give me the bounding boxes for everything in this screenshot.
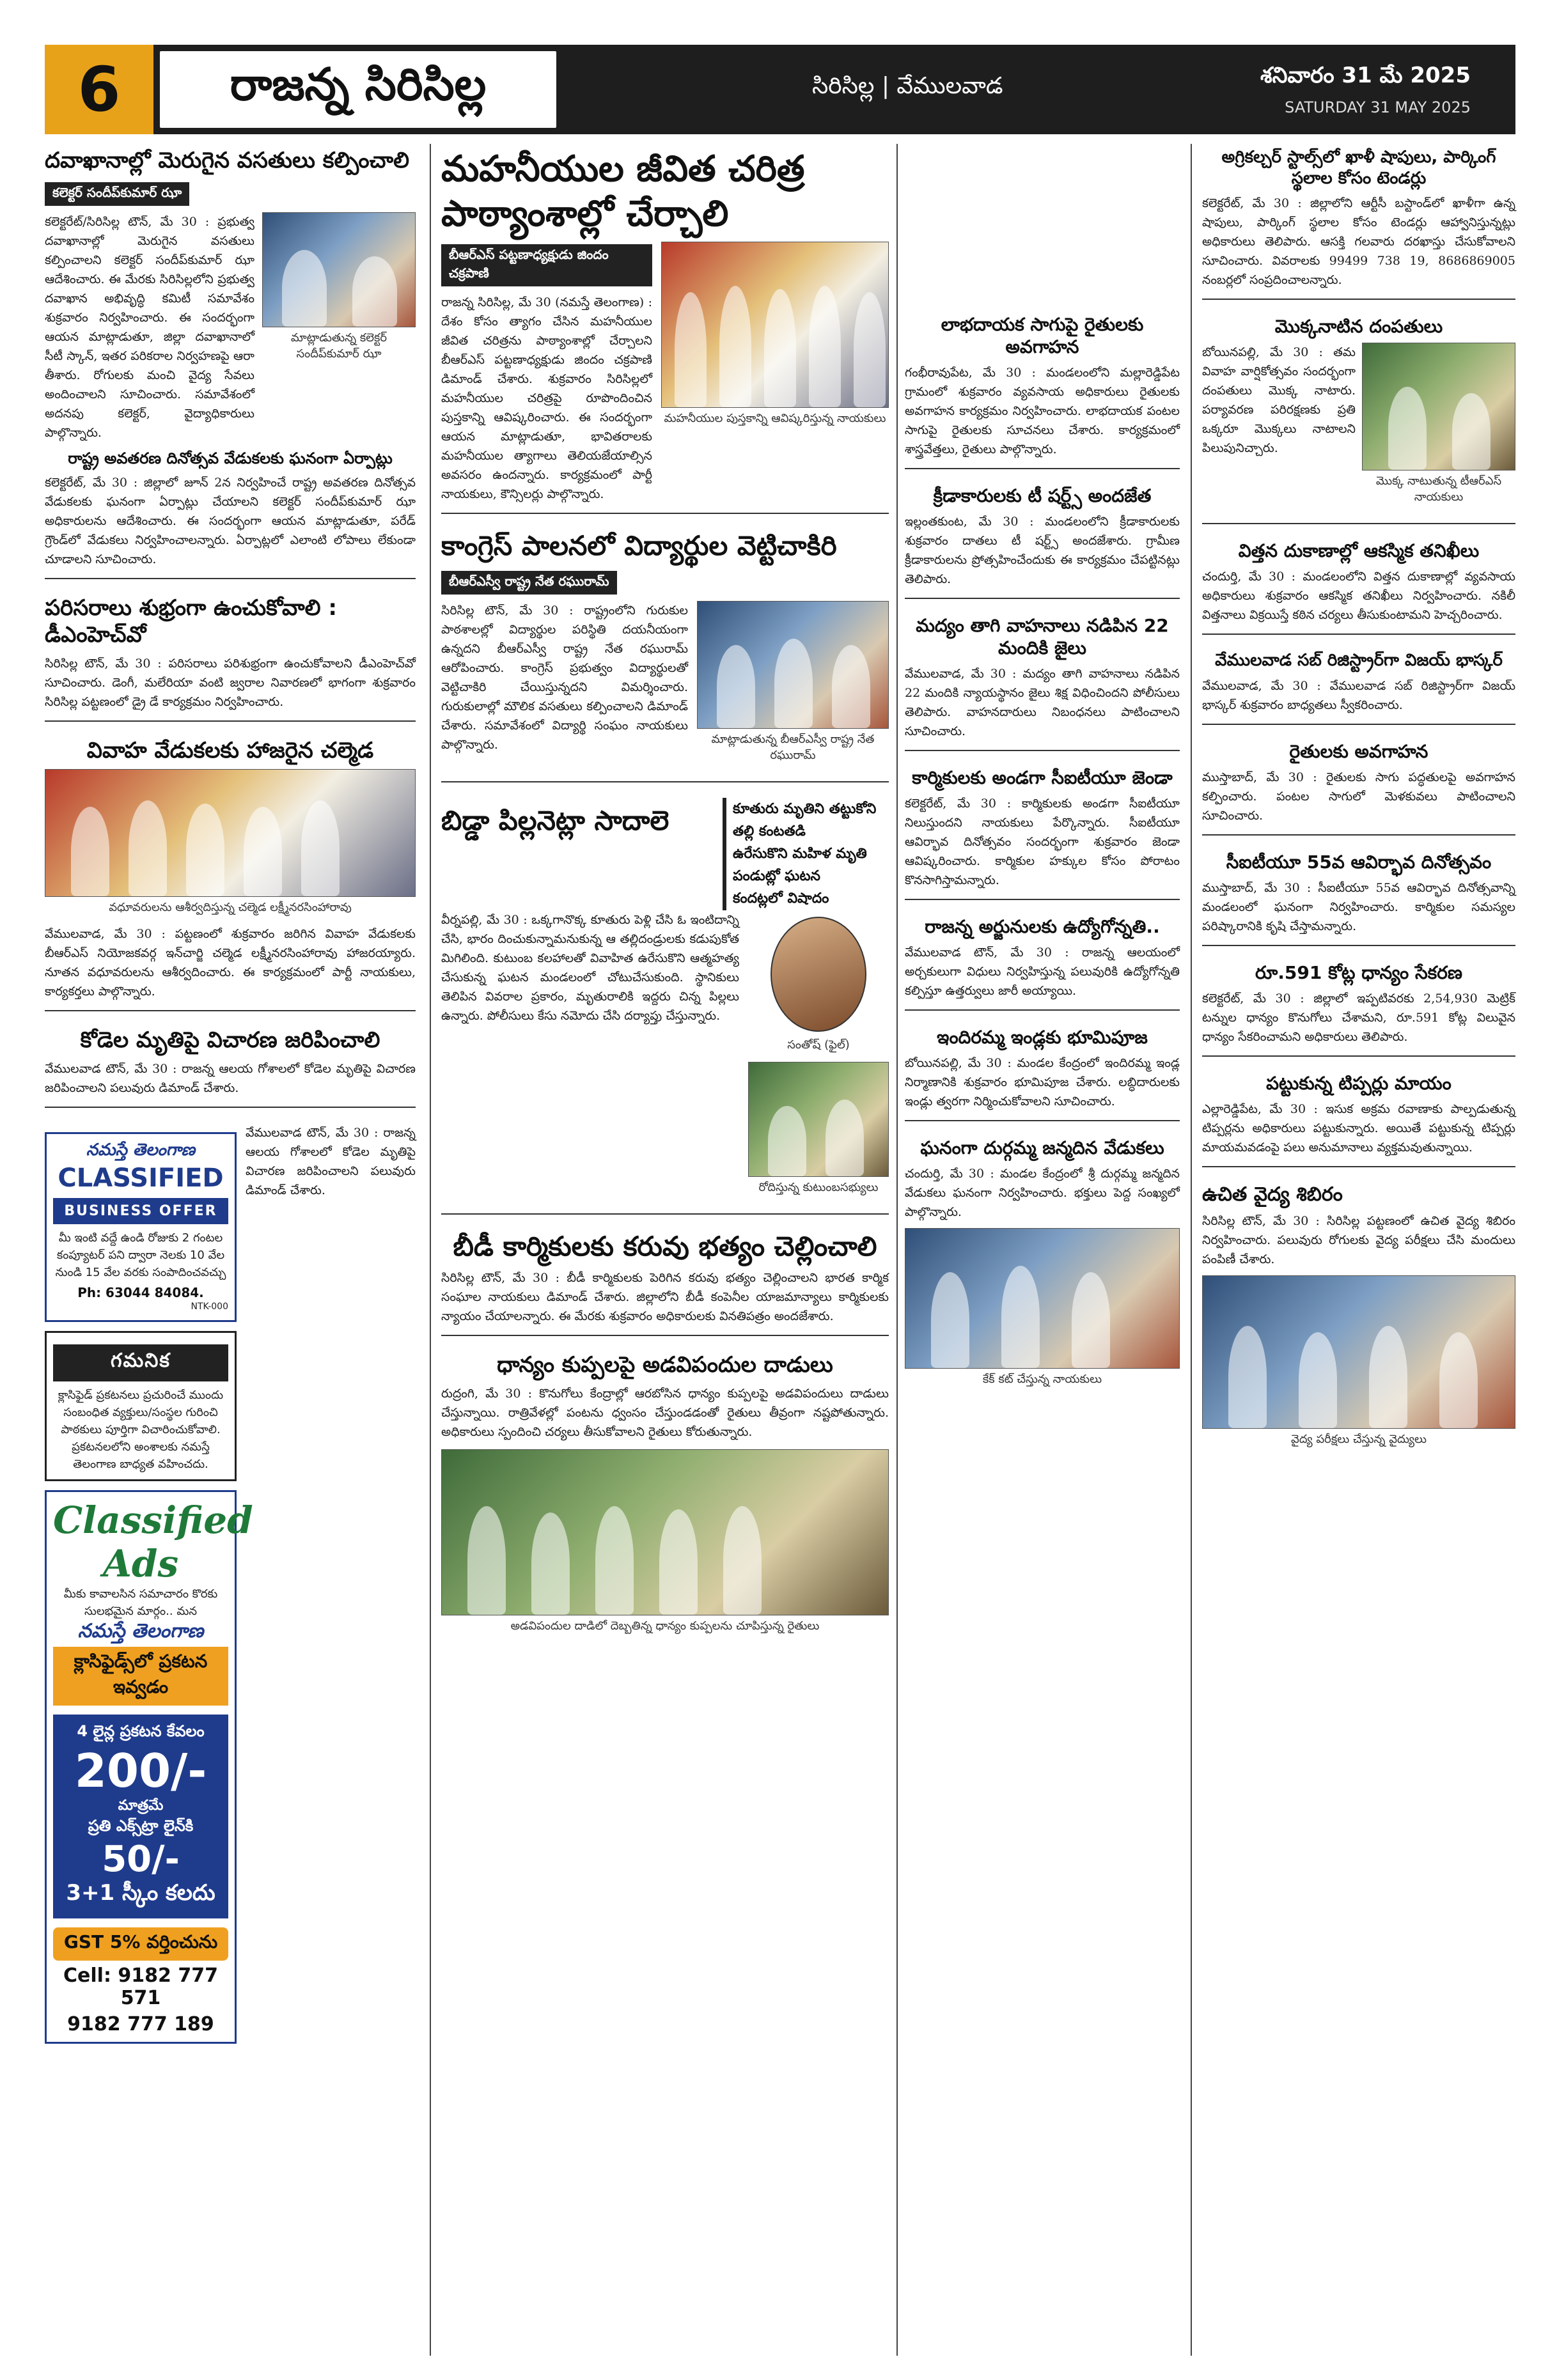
photo-caption: కేక్ కట్ చేస్తున్న నాయకులు: [982, 1373, 1102, 1387]
story-headline: లాభదాయక సాగుపై రైతులకు అవగాహన: [941, 314, 1144, 357]
ad-brand: నమస్తే తెలంగాణ: [86, 1140, 196, 1160]
column-d: [1202, 141, 1515, 1481]
story-tshirts: [905, 485, 1180, 599]
story-headline: పరిసరాలు శుభ్రంగా ఉంచుకోవాలి : డీఎంహెచ్‌వో: [45, 595, 338, 648]
ad-price-suffix: మాత్రమే: [118, 1797, 164, 1814]
story-tenders: [1202, 147, 1515, 300]
story-headline: ఉచిత వైద్య శిబిరం: [1202, 1183, 1343, 1206]
sub-headline: రాష్ట్ర అవతరణ దినోత్సవ వేడుకలకు ఘనంగా ఏర్పాట్లు: [68, 449, 393, 467]
story-seed-shops: [1202, 540, 1515, 635]
story-headline: దవాఖానాల్లో మెరుగైన వసతులు కల్పించాలి: [45, 148, 410, 173]
story-calves: [45, 1027, 416, 1108]
ad-price-block: [53, 1715, 228, 1918]
ad-logo: Classified Ads: [53, 1498, 253, 1585]
ad-gst: GST 5% వర్తించును: [53, 1927, 228, 1961]
photo-caption: మొక్క నాటుతున్న టీఆర్ఎస్ నాయకులు: [1375, 474, 1502, 504]
masthead-subtitle: సిరిసిల్ల | వేములవాడ: [812, 73, 1003, 99]
notice-text: క్లాసిఫైడ్ ప్రకటనలు ప్రచురించే ముందు సంబంధిత వ్యక్తులు/సంస్థల గురించి పాఠకులు పూర్తిగా విచారించుకోవాలి. ప్రకటనలలోని అంశాలకు నమస్తే తెలంగాణ బాధ్యత వహించదు.: [58, 1388, 224, 1471]
story-headline: మద్యం తాగి వాహనాలు నడిపిన 22 మందికి జైలు: [916, 615, 1169, 659]
ad-lines: 4 లైన్ల ప్రకటన కేవలం: [77, 1722, 205, 1740]
story-body: వేములవాడ టౌన్, మే 30 : రాజన్న ఆలయ గోశాలలో కోడెల మృతిపై విచారణ జరిపించాలని పలువురు డిమాండ్ చేశారు.: [45, 1061, 416, 1095]
ad-phone: 9182 777 189: [67, 2012, 214, 2035]
story-body: చందుర్తి, మే 30 : మండల కేంద్రంలో శ్రీ దుర్గమ్మ జన్మదిన వేడుకలు ఘనంగా నిర్వహించారు. భక్తులు పెద్ద సంఖ్యలో పాల్గొన్నారు.: [905, 1167, 1180, 1220]
column-a: [45, 141, 416, 2053]
story-headline: పట్టుకున్న టిప్పర్లు మాయం: [1266, 1072, 1451, 1094]
story-daughter-death: [441, 798, 889, 1215]
story-citu-anniversary: [1202, 851, 1515, 946]
story-body: కలెక్టరేట్, మే 30 : జిల్లాలో జూన్ 2న నిర్వహించే రాష్ట్ర అవతరణ దినోత్సవ వేడుకలకు ఘనంగా ఏర్పాట్లు చేయాలని కలెక్టర్ సందీప్‌కుమార్ ఝా అధికారులను ఆదేశించారు. ఈ సందర్భంగా ఆయన మాట్లాడుతూ, పరేడ్ గ్రౌండ్‌లో వేడుకలు నిర్వహించాలన్నారు. ఏర్పాట్లలో ఎలాంటి లోపాలు లేకుండా చూడాలని సూచించారు.: [45, 475, 416, 566]
date-telugu: శనివారం 31 మే 2025: [1260, 63, 1471, 88]
news-photo: [748, 1062, 889, 1177]
story-headline: రూ.591 కోట్ల ధాన్యం సేకరణ: [1255, 961, 1462, 983]
photo-caption: రోదిస్తున్న కుటుంబసభ్యులు: [758, 1180, 879, 1194]
story-priests-promotion: [905, 915, 1180, 1011]
story-body: కలెక్టరేట్, మే 30 : జిల్లాలో ఇప్పటివరకు 2,54,930 మెట్రిక్ టన్నుల ధాన్యం కొనుగోలు చేశామని, రూ.591 కోట్ల విలువైన ధాన్యం సేకరించామని అధికారులు తెలిపారు.: [1202, 991, 1515, 1044]
news-photo: [1202, 1275, 1515, 1429]
story-body: చందుర్తి, మే 30 : మండలంలోని విత్తన దుకాణాల్లో వ్యవసాయ అధికారులు శుక్రవారం ఆకస్మిక తనిఖీలు నిర్వహించారు. నకిలీ విత్తనాలు విక్రయిస్తే కఠిన చర్యలు తీసుకుంటామని హెచ్చరించారు.: [1202, 570, 1515, 623]
story-headline: బిడ్డా పిల్లనెట్లా సాదాలె: [441, 804, 669, 836]
story-body: ముస్తాబాద్, మే 30 : రైతులకు సాగు పద్ధతులపై అవగాహన కల్పించారు. పంటల సాగులో మెళకువలు పాటించాలని సూచించారు.: [1202, 770, 1515, 823]
story-headline: మహనీయుల జీవిత చరిత్ర పాఠ్యాంశాల్లో చేర్చాలి: [441, 148, 805, 235]
story-body: రుద్రంగి, మే 30 : కొనుగోలు కేంద్రాల్లో ఆరబోసిన ధాన్యం కుప్పలపై అడవిపందులు దాడులు చేస్తున్నాయి. రాత్రివేళల్లో పంటను ధ్వంసం చేస్తుండడంతో రైతులు తీవ్రంగా నష్టపోతున్నారు. అధికారులు స్పందించి చర్యలు తీసుకోవాలని రైతులు కోరుతున్నారు.: [441, 1386, 889, 1439]
story-body: వేములవాడ, మే 30 : వేములవాడ సబ్ రిజిస్ట్రార్‌గా విజయ్ భాస్కర్ శుక్రవారం బాధ్యతలు స్వీకరించారు.: [1202, 678, 1515, 712]
story-headline: ఘనంగా దుర్గమ్మ జన్మదిన వేడుకలు: [920, 1137, 1164, 1159]
news-photo: [441, 1449, 889, 1615]
story-farmer-awareness: [1202, 740, 1515, 836]
column-divider: [1191, 144, 1192, 2356]
story-body: రాజన్న సిరిసిల్ల, మే 30 (నమస్తే తెలంగాణ) : దేశం కోసం త్యాగం చేసిన మహనీయుల జీవిత చరిత్రను పాఠ్యాంశాల్లో చేర్చాలని బీఆర్ఎస్ పట్టణాధ్యక్షుడు జిందం చక్రపాణి డిమాండ్ చేశారు. శుక్రవారం సిరిసిల్లలో మహనీయుల చరిత్రపై రూపొందించిన పుస్తకాన్ని ఆవిష్కరించారు. ఈ సందర్భంగా ఆయన మాట్లాడుతూ, భావితరాలకు మహనీయుల త్యాగాలు తెలియజేయాల్సిన అవసరం ఉందన్నారు. కార్యక్రమంలో పార్టీ నాయకులు, కౌన్సిలర్లు పాల్గొన్నారు.: [441, 295, 652, 502]
story-wild-boars: [441, 1351, 889, 1652]
story-headline: క్రీడాకారులకు టీ షర్ట్స్ అందజేత: [933, 485, 1152, 507]
ad-code: NTK-000: [191, 1301, 228, 1312]
story-body: బోయినపల్లి, మే 30 : మండల కేంద్రంలో ఇందిరమ్మ ఇండ్ల నిర్మాణానికి శుక్రవారం భూమిపూజ చేశారు. లబ్ధిదారులకు ఇండ్లు త్వరగా నిర్మించుకోవాలని సూచించారు.: [905, 1056, 1180, 1109]
story-body: వేములవాడ టౌన్, మే 30 : రాజన్న ఆలయంలో అర్చకులుగా విధులు నిర్వహిస్తున్న పలువురికి ఉద్యోగోన్నతి కల్పిస్తూ ఉత్తర్వులు జారీ అయ్యాయి.: [905, 945, 1180, 999]
story-body: వీర్నపల్లి, మే 30 : ఒక్కగానొక్క కూతురు పెళ్లి చేసి ఓ ఇంటిదాన్ని చేసి, భారం దించుకున్నామనుకున్న ఆ తల్లిదండ్రులకు కడుపుకోత మిగిలింది. కుటుంబ కలహాలతో వివాహిత ఉరేసుకొని ఆత్మహత్య చేసుకున్న ఘటన మండలంలో చోటుచేసుకుంది. స్థానికులు తెలిపిన వివరాల ప్రకారం, మృతురాలికి ఇద్దరు చిన్న పిల్లలు ఉన్నారు. పోలీసులు కేసు నమోదు చేసి దర్యాప్తు చేస్తున్నారు.: [441, 912, 739, 1023]
story-headline: సీఐటీయూ 55వ ఆవిర్భావ దినోత్సవం: [1226, 851, 1492, 873]
pullquote-line: ఉరేసుకొని మహిళ మృతి: [733, 846, 867, 862]
column-c: [905, 141, 1180, 1420]
story-headline: మొక్కనాటిన దంపతులు: [1274, 316, 1443, 338]
story-sanitation: [45, 595, 416, 722]
story-indiramma-houses: [905, 1026, 1180, 1121]
story-body-continued: వేములవాడ టౌన్, మే 30 : రాజన్న ఆలయ గోశాలలో కోడెల మృతిపై విచారణ జరిపించాలని పలువురు డిమాండ్ చేశారు.: [246, 1125, 416, 1197]
masthead: [45, 45, 1515, 134]
story-hospital-facilities: [45, 147, 416, 579]
story-medical-camp: [1202, 1183, 1515, 1466]
story-headline: విత్తన దుకాణాల్లో ఆకస్మిక తనిఖీలు: [1238, 540, 1480, 562]
photo-caption: వధూవరులను ఆశీర్వదిస్తున్న చల్మెడ లక్ష్మీనరసింహారావు: [109, 901, 352, 915]
story-headline: బీడీ కార్మికులకు కరువు భత్యం చెల్లించాలి: [453, 1230, 877, 1262]
story-wedding: [45, 737, 416, 1012]
story-body: ఇల్లంతకుంట, మే 30 : మండలంలోని క్రీడాకారులకు శుక్రవారం దాతలు టీ షర్ట్స్ అందజేశారు. గ్రామీణ క్రీడాకారులను ప్రోత్సహించేందుకు ఈ కార్యక్రమం చేపట్టినట్లు తెలిపారు.: [905, 515, 1180, 587]
story-headline: ఇందిరమ్మ ఇండ్లకు భూమిపూజ: [937, 1027, 1148, 1048]
ad-title: CLASSIFIED: [58, 1163, 224, 1193]
story-citu-flag: [905, 766, 1180, 900]
story-byline: బీఆర్ఎస్ పట్టణాధ్యక్షుడు జిందం చక్రపాణి: [441, 244, 652, 286]
notice-box: [45, 1331, 237, 1481]
story-body: కలెక్టరేట్, మే 30 : కార్మికులకు అండగా సీఐటీయూ నిలుస్తుందని నాయకులు పేర్కొన్నారు. సీఐటీయూ ఆవిర్భావ దినోత్సవం సందర్భంగా శుక్రవారం జెండా ఆవిష్కరించారు. కార్మికుల హక్కుల కోసం పోరాటం కొనసాగిస్తామన్నారు.: [905, 797, 1180, 888]
story-durgamma-birthday: [905, 1137, 1180, 1405]
photo-caption: వైద్య పరీక్షలు చేస్తున్న వైద్యులు: [1291, 1433, 1427, 1447]
story-body: కలెక్టరేట్, మే 30 : జిల్లాలోని ఆర్టీసీ బస్టాండ్‌లో ఖాళీగా ఉన్న షాపులు, పార్కింగ్ స్థలాల కోసం టెండర్లు ఆహ్వానిస్తున్నట్లు అధికారులు తెలిపారు. ఆసక్తి గలవారు దరఖాస్తు చేసుకోవాలని సూచించారు. వివరాలకు 99499 738 19, 8686869005 నంబర్లలో సంప్రదించాలన్నారు.: [1202, 196, 1515, 288]
story-body: గంభీరావుపేట, మే 30 : మండలంలోని మల్లారెడ్డిపేట గ్రామంలో శుక్రవారం వ్యవసాయ అధికారులు రైతులకు అవగాహన కార్యక్రమం నిర్వహించారు. లాభదాయక పంటల సాగుపై రైతులకు సూచనలు చేశారు. కార్యక్రమంలో శాస్త్రవేత్తలు, రైతులు పాల్గొన్నారు.: [905, 366, 1180, 457]
page-number: 6: [45, 45, 153, 134]
photo-caption: సంతోష్ (ఫైల్): [787, 1038, 850, 1052]
story-body: బోయినపల్లి, మే 30 : తమ వివాహ వార్షికోత్సవం సందర్భంగా దంపతులు మొక్క నాటారు. పర్యావరణ పరిరక్షణకు ప్రతి ఒక్కరూ మొక్కలు నాటాలని పిలుపునిచ్చారు.: [1202, 345, 1356, 456]
pullquote-line: కూతురు మృతిని తట్టుకోని తల్లి కంటతడి: [733, 800, 877, 839]
ad-offer: క్లాసిఫైడ్స్‌లో ప్రకటన ఇవ్వడం: [53, 1647, 228, 1706]
masthead-date: [1260, 63, 1471, 116]
classified-ad: [45, 1132, 237, 1322]
column-b: [441, 141, 889, 1667]
news-photo: [262, 212, 416, 327]
photo-caption: మాట్లాడుతున్న కలెక్టర్ సందీప్‌కుమార్ ఝా: [290, 331, 387, 361]
story-headline: ధాన్యం కుప్పలపై అడవిపందుల దాడులు: [497, 1352, 833, 1378]
story-beedi-workers: [441, 1230, 889, 1337]
story-body: ముస్తాబాద్, మే 30 : సీఐటీయూ 55వ ఆవిర్భావ దినోత్సవాన్ని మండలంలో ఘనంగా నిర్వహించారు. కార్మికుల సమస్యల పరిష్కారానికి కృషి చేస్తామన్నారు.: [1202, 880, 1515, 933]
ad-phone: Ph: 63044 84084.: [77, 1284, 204, 1300]
news-photo: [697, 601, 889, 729]
pullquote-line: కందట్లలో విషాదం: [733, 891, 829, 907]
ad-phone: Cell: 9182 777 571: [63, 1964, 218, 2009]
story-pullquote: [723, 798, 889, 910]
story-headline: అగ్రికల్చర్ స్టాల్స్‌లో ఖాళీ షాపులు, పార్కింగ్ స్థలాల కోసం టెండర్లు: [1221, 148, 1496, 188]
news-photo: [905, 1228, 1180, 1369]
story-headline: కాంగ్రెస్ పాలనలో విద్యార్థుల వెట్టిచాకిరి: [441, 530, 837, 562]
ad-scheme: 3+1 స్కీం కలదు: [66, 1879, 215, 1906]
story-body: సిరిసిల్ల టౌన్, మే 30 : సిరిసిల్ల పట్టణంలో ఉచిత వైద్య శిబిరం నిర్వహించారు. పలువురు రోగులకు వైద్య పరీక్షలు చేసి మందులు పంపిణీ చేశారు.: [1202, 1214, 1515, 1267]
classified-promo-ad: [45, 1490, 253, 2044]
pullquote-line: పండుట్లో ఘటన: [733, 868, 820, 885]
story-sub-registrar: [1202, 650, 1515, 725]
story-body: కలెక్టరేట్/సిరిసిల్ల టౌన్, మే 30 : ప్రభుత్వ దవాఖానాల్లో మెరుగైన వసతులు కల్పించాలని కలెక్టర్ సందీప్‌కుమార్ ఝా ఆదేశించారు. ఈ మేరకు సిరిసిల్లలోని ప్రభుత్వ దవాఖాన అభివృద్ధి కమిటీ సమావేశం శుక్రవారం నిర్వహించారు. ఈ సందర్భంగా ఆయన మాట్లాడుతూ, జిల్లా దవాఖానాలో సీటీ స్కాన్, ఇతర పరికరాల నిర్వహణపై ఆరా తీశారు. రోగులకు మంచి వైద్య సేవలు అందించాలని సూచించారు. సమావేశంలో అదనపు కలెక్టర్, వైద్యాధికారులు పాల్గొన్నారు.: [45, 214, 254, 440]
story-body: వేములవాడ, మే 30 : పట్టణంలో శుక్రవారం జరిగిన వివాహ వేడుకలకు బీఆర్ఎస్ నియోజకవర్గ ఇన్‌చార్జి చల్మెడ లక్ష్మీనరసింహారావు హాజరయ్యారు. నూతన వధూవరులను ఆశీర్వదించారు. ఈ కార్యక్రమంలో పార్టీ నాయకులు, కార్యకర్తలు పాల్గొన్నారు.: [45, 927, 416, 999]
column-divider: [896, 144, 898, 2356]
story-body: సిరిసిల్ల టౌన్, మే 30 : రాష్ట్రంలోని గురుకుల పాఠశాలల్లో విద్యార్థుల పరిస్థితి దయనీయంగా ఉన్నదని బీఆర్ఎస్వీ రాష్ట్ర నేత రఘురామ్ ఆరోపించారు. కాంగ్రెస్ ప్రభుత్వం విద్యార్థులతో వెట్టిచాకిరి చేయిస్తున్నదని విమర్శించారు. గురుకులాల్లో మౌలిక వసతులు కల్పించాలని డిమాండ్ చేశారు. సమావేశంలో విద్యార్థి సంఘం నాయకులు పాల్గొన్నారు.: [441, 603, 688, 752]
story-headline: రాజన్న అర్జునులకు ఉద్యోగోన్నతి..: [925, 916, 1160, 938]
news-photo: [1362, 343, 1515, 471]
ad-tagline: మీకు కావాలసిన సమాచారం కొరకు సులభమైన మార్గం.. మన: [63, 1587, 218, 1618]
ad-extra-price: 50/-: [102, 1838, 180, 1880]
story-profitable-farming: [905, 313, 1180, 469]
news-photo: [45, 769, 416, 897]
ad-banner: BUSINESS OFFER: [53, 1198, 228, 1224]
ad-brand: నమస్తే తెలంగాణ: [77, 1619, 204, 1642]
story-headline: కోడెల మృతిపై విచారణ జరిపించాలి: [80, 1027, 380, 1054]
notice-title: గమనిక: [53, 1344, 228, 1381]
story-body: సిరిసిల్ల టౌన్, మే 30 : బీడీ కార్మికులకు పెరిగిన కరువు భత్యం చెల్లించాలని భారత కార్మిక సంఘాల నాయకులు డిమాండ్ చేశారు. జిల్లాలోని బీడీ కంపెనీల యాజమాన్యాలు కార్మికులకు న్యాయం చేయాలన్నారు. ఈ మేరకు శుక్రవారం అధికారులకు వినతిపత్రం అందజేశారు.: [441, 1271, 889, 1324]
date-english: SATURDAY 31 MAY 2025: [1285, 98, 1471, 116]
story-great-personalities: [441, 147, 889, 514]
photo-caption: మహనీయుల పుస్తకాన్ని ఆవిష్కరిస్తున్న నాయకులు: [664, 412, 886, 425]
story-couple-planting: [1202, 315, 1515, 524]
story-grain-procurement: [1202, 961, 1515, 1057]
story-body: వేములవాడ, మే 30 : మద్యం తాగి వాహనాలు నడిపిన 22 మందికి న్యాయస్థానం జైలు శిక్ష విధించిందని పోలీసులు తెలిపారు. వాహనదారులు నిబంధనలు పాటించాలని సూచించారు.: [905, 667, 1180, 739]
photo-caption: అడవిపందుల దాడిలో దెబ్బతిన్న ధాన్యం కుప్పలను చూపిస్తున్న రైతులు: [510, 1619, 820, 1633]
photo-caption: మాట్లాడుతున్న బీఆర్ఎస్వీ రాష్ట్ర నేత రఘురామ్: [711, 732, 875, 762]
newspaper-section-title: రాజన్న సిరిసిల్ల: [160, 51, 556, 128]
story-tippers-missing: [1202, 1072, 1515, 1167]
news-photo: [661, 242, 889, 408]
portrait-photo: [771, 917, 866, 1032]
ad-text: మీ ఇంటి వద్దే ఉండి రోజుకు 2 గంటల కంప్యూటర్ పని ద్వారా నెలకు 10 వేల నుండి 15 వేల వరకు సంపాదించవచ్చు: [55, 1231, 226, 1279]
story-headline: వివాహ వేడుకలకు హాజరైన చల్మెడ: [86, 737, 374, 763]
story-drunk-driving: [905, 614, 1180, 751]
story-headline: కార్మికులకు అండగా సీఐటీయూ జెండా: [912, 767, 1173, 789]
column-divider: [430, 144, 431, 2356]
story-headline: రైతులకు అవగాహన: [1289, 740, 1428, 762]
story-headline: వేములవాడ సబ్ రిజిస్ట్రార్‌గా విజయ్ భాస్కర్: [1215, 651, 1503, 671]
story-congress-students: [441, 529, 889, 782]
story-byline: బీఆర్ఎస్వీ రాష్ట్ర నేత రఘురామ్: [441, 571, 617, 595]
story-byline: కలెక్టర్ సందీప్‌కుమార్ ఝా: [45, 182, 189, 206]
story-body: సిరిసిల్ల టౌన్, మే 30 : పరిసరాలు పరిశుభ్రంగా ఉంచుకోవాలని డీఎంహెచ్‌వో సూచించారు. డెంగీ, మలేరియా వంటి జ్వరాల నివారణలో భాగంగా శుక్రవారం సిరిసిల్ల పట్టణంలో డ్రై డే కార్యక్రమం నిర్వహించారు.: [45, 656, 416, 709]
ad-price: 200/-: [74, 1743, 207, 1798]
story-body: ఎల్లారెడ్డిపేట, మే 30 : ఇసుక అక్రమ రవాణాకు పాల్పడుతున్న టిప్పర్లను అధికారులు పట్టుకున్నారు. అయితే పట్టుకున్న టిప్పర్లు మాయమవడంపై పలు అనుమానాలు వ్యక్తమవుతున్నాయి.: [1202, 1101, 1515, 1155]
ad-extra-line: ప్రతి ఎక్స్‌ట్రా లైన్‌కి: [88, 1816, 194, 1835]
